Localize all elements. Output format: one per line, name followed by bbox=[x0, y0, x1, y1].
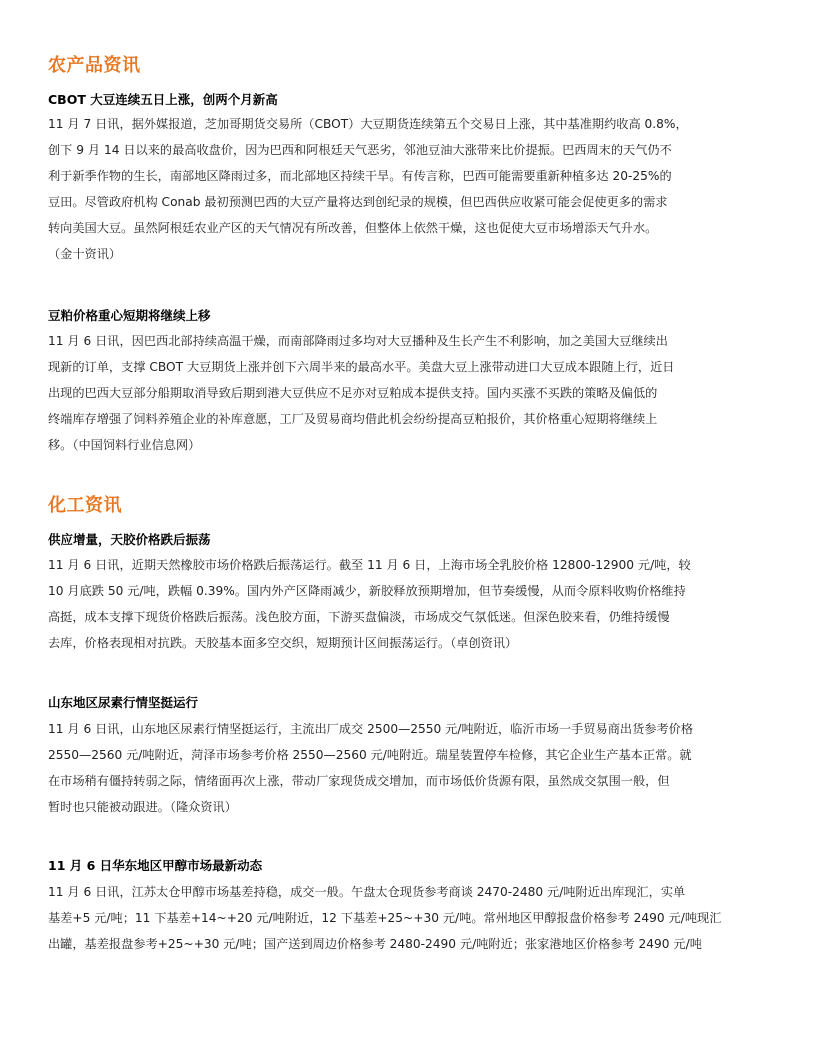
text-line: 终端库存增强了饲料养殖企业的补库意愿，工厂及贸易商均借此机会纷纷提高豆粕报价，其价格重心短期将继续上 bbox=[48, 412, 658, 426]
article-title-methanol: 11 月 6 日华东地区甲醇市场最新动态 bbox=[48, 858, 263, 873]
text-line: 11 月 7 日讯，据外媒报道，芝加哥期货交易所（CBOT）大豆期货连续第五个交易日上涨，其中基准期约收高 0.8%， bbox=[48, 117, 688, 131]
text-line: 出罐，基差报盘参考+25~+30 元/吨；国产送到周边价格参考 2480-2490 元/吨附近；张家港地区价格参考 2490 元/吨 bbox=[48, 937, 702, 951]
text-line: 去库，价格表现相对抗跌。天胶基本面多空交织，短期预计区间振荡运行。（卓创资讯） bbox=[48, 636, 518, 650]
text-line: 在市场稍有僵持转弱之际，情绪面再次上涨，带动厂家现货成交增加，而市场低价货源有限，虽然成交氛围一般，但 bbox=[48, 774, 670, 788]
text-line: 豆田。尽管政府机构 Conab 最初预测巴西的大豆产量将达到创纪录的规模，但巴西供应收紧可能会促使更多的需求 bbox=[48, 195, 668, 209]
text-line: （金十资讯） bbox=[48, 247, 122, 261]
article-title-cbot-soybean: CBOT 大豆连续五日上涨，创两个月新高 bbox=[48, 92, 278, 107]
text-line: 11 月 6 日讯，因巴西北部持续高温干燥，而南部降雨过多均对大豆播种及生长产生不利影响，加之美国大豆继续出 bbox=[48, 334, 668, 348]
section-title-chemical: 化工资讯 bbox=[48, 495, 122, 516]
text-line: 10 月底跌 50 元/吨，跌幅 0.39%。国内外产区降雨减少，新胶释放预期增加，但节奏缓慢，从而令原料收购价格维持 bbox=[48, 584, 686, 598]
text-line: 出现的巴西大豆部分船期取消导致后期到港大豆供应不足亦对豆粕成本提供支持。国内买涨不买跌的策略及偏低的 bbox=[48, 386, 658, 400]
text-line: 11 月 6 日讯，江苏太仓甲醇市场基差持稳，成交一般。午盘太仓现货参考商谈 2470-2480 元/吨附近出库现汇，实单 bbox=[48, 885, 686, 899]
article-title-soymeal: 豆粕价格重心短期将继续上移 bbox=[48, 308, 211, 323]
article-body-urea bbox=[48, 716, 693, 820]
article-body-methanol bbox=[48, 879, 721, 957]
text-line: 利于新季作物的生长，南部地区降雨过多，而北部地区持续干旱。有传言称，巴西可能需要重新种植多达 20-25%的 bbox=[48, 169, 672, 183]
text-line: 高挺，成本支撑下现货价格跌后振荡。浅色胶方面，下游买盘偏淡，市场成交气氛低迷。但深色胶来看，仍维持缓慢 bbox=[48, 610, 670, 624]
text-line: 现新的订单，支撑 CBOT 大豆期货上涨并创下六周半来的最高水平。美盘大豆上涨带动进口大豆成本跟随上行，近日 bbox=[48, 360, 675, 374]
section-title-agriculture: 农产品资讯 bbox=[48, 55, 141, 76]
text-line: 11 月 6 日讯，山东地区尿素行情坚挺运行，主流出厂成交 2500—2550 元/吨附近，临沂市场一手贸易商出货参考价格 bbox=[48, 722, 694, 736]
article-body-cbot-soybean bbox=[48, 111, 688, 267]
article-body-soymeal bbox=[48, 328, 674, 458]
text-line: 2550—2560 元/吨附近，菏泽市场参考价格 2550—2560 元/吨附近。瑞星装置停车检修，其它企业生产基本正常。就 bbox=[48, 748, 692, 762]
text-line: 暂时也只能被动跟进。（隆众资讯） bbox=[48, 800, 237, 814]
article-title-rubber: 供应增量，天胶价格跌后振荡 bbox=[48, 532, 211, 547]
article-body-rubber bbox=[48, 552, 691, 656]
text-line: 移。（中国饲料行业信息网） bbox=[48, 438, 201, 452]
text-line: 基差+5 元/吨；11 下基差+14~+20 元/吨附近，12 下基差+25~+30 元/吨。常州地区甲醇报盘价格参考 2490 元/吨现汇 bbox=[48, 911, 722, 925]
text-line: 创下 9 月 14 日以来的最高收盘价，因为巴西和阿根廷天气恶劣，邻池豆油大涨带来比价提振。巴西周末的天气仍不 bbox=[48, 143, 672, 157]
text-line: 转向美国大豆。虽然阿根廷农业产区的天气情况有所改善，但整体上依然干燥，这也促使大豆市场增添天气升水。 bbox=[48, 221, 658, 235]
text-line: 11 月 6 日讯，近期天然橡胶市场价格跌后振荡运行。截至 11 月 6 日，上海市场全乳胶价格 12800-12900 元/吨，较 bbox=[48, 558, 691, 572]
article-title-urea: 山东地区尿素行情坚挺运行 bbox=[48, 695, 199, 710]
